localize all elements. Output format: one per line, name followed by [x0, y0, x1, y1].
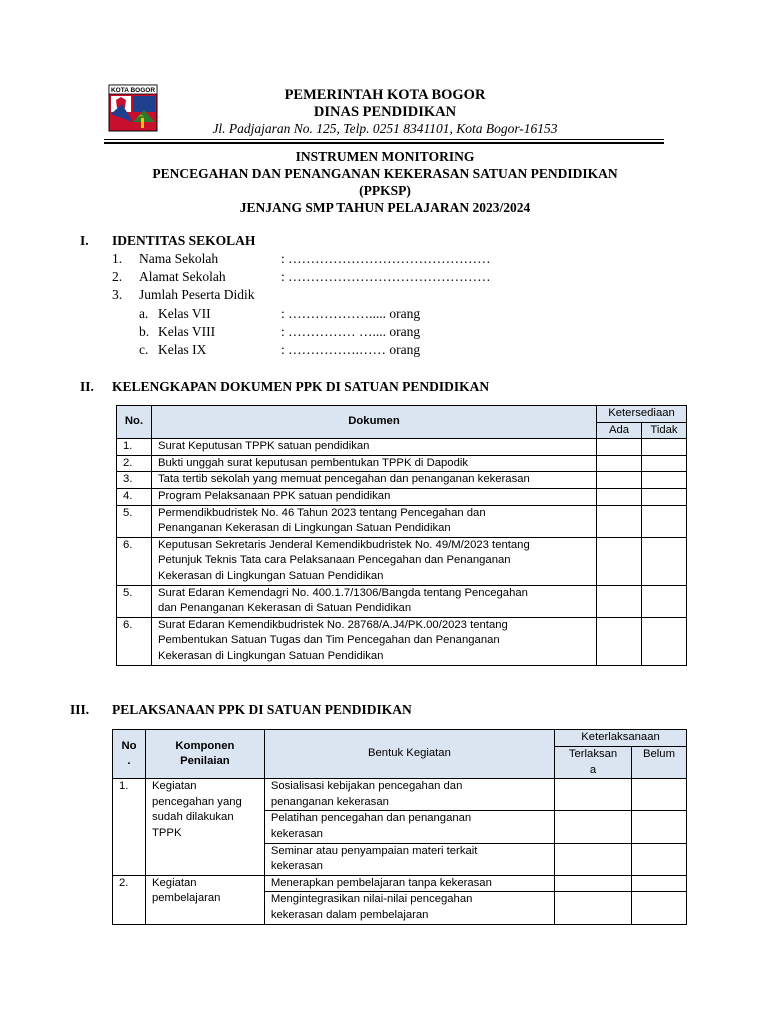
- row-number: 3.: [117, 472, 152, 489]
- document-checklist-table: [116, 405, 687, 666]
- table-row: [113, 875, 687, 892]
- komponen-line: Kegiatan: [151, 876, 197, 889]
- header-belum: Belum: [632, 747, 687, 779]
- class-label-viii: Kelas VIII: [158, 324, 216, 339]
- header-no: No.: [117, 406, 152, 439]
- identity-value-school-address[interactable]: : ………………………………………: [281, 269, 491, 284]
- letterhead-address: Jl. Padjajaran No. 125, Telp. 0251 8341101, Kota Bogor-16153: [212, 121, 558, 136]
- row-number: 1.: [113, 779, 146, 876]
- table-row: [117, 505, 687, 537]
- komponen-line: sudah dilakukan: [151, 811, 234, 824]
- header-keterlaksanaan: Keterlaksanaan: [555, 730, 687, 747]
- logo-text: KOTA BOGOR: [110, 87, 156, 94]
- komponen-cell: [145, 875, 264, 924]
- section2-title: KELENGKAPAN DOKUMEN PPK DI SATUAN PENDIDIKAN: [112, 379, 490, 394]
- row-number: 6.: [117, 617, 152, 665]
- belum-checkbox-cell[interactable]: [632, 892, 687, 924]
- row-number: 6.: [117, 537, 152, 585]
- document-line: Petunjuk Teknis Tata cara Pelaksanaan Pencegahan dan Penanganan: [157, 554, 511, 567]
- komponen-line: TPPK: [151, 826, 182, 839]
- document-line: Penanganan Kekerasan di Lingkungan Satuan Pendidikan: [157, 522, 451, 535]
- ada-checkbox-cell[interactable]: [597, 455, 642, 472]
- tidak-checkbox-cell[interactable]: [641, 472, 686, 489]
- row-number: 2.: [117, 455, 152, 472]
- document-cell: [151, 537, 596, 585]
- document-title-line2: PENCEGAHAN DAN PENANGANAN KEKERASAN SATUAN PENDIDIKAN: [152, 166, 618, 181]
- document-cell: [151, 505, 596, 537]
- class-item-letter: c.: [139, 342, 149, 357]
- activity-cell: [264, 843, 554, 875]
- document-line: Kekerasan di Lingkungan Satuan Pendidikan: [157, 649, 384, 662]
- terlaksana-checkbox-cell[interactable]: [555, 843, 632, 875]
- belum-checkbox-cell[interactable]: [632, 811, 687, 843]
- document-cell: [151, 585, 596, 617]
- ada-checkbox-cell[interactable]: [597, 472, 642, 489]
- document-title-line1: INSTRUMEN MONITORING: [295, 149, 475, 164]
- class-label-ix: Kelas IX: [158, 342, 207, 357]
- activity-line: kekerasan: [270, 827, 323, 840]
- komponen-cell: [145, 779, 264, 876]
- letterhead-rule-thick: [104, 142, 664, 144]
- table-row: [113, 779, 687, 811]
- tidak-checkbox-cell[interactable]: [641, 505, 686, 537]
- header-bentuk-kegiatan: Bentuk Kegiatan: [264, 730, 554, 779]
- belum-checkbox-cell[interactable]: [632, 875, 687, 892]
- document-cell: [151, 488, 596, 505]
- section3-title: PELAKSANAAN PPK DI SATUAN PENDIDIKAN: [112, 702, 412, 717]
- document-line: dan Penanganan Kekerasan di Satuan Pendidikan: [157, 602, 412, 615]
- document-cell: [151, 472, 596, 489]
- header-no-line: .: [127, 755, 131, 768]
- table-row: [117, 439, 687, 456]
- header-komponen: [145, 730, 264, 779]
- identity-label-student-count: Jumlah Peserta Didik: [139, 287, 255, 302]
- activity-line: penanganan kekerasan: [270, 795, 389, 808]
- document-cell: [151, 617, 596, 665]
- class-label-vii: Kelas VII: [158, 306, 211, 321]
- activity-cell: [264, 875, 554, 892]
- table-row: [117, 617, 687, 665]
- row-number: 5.: [117, 585, 152, 617]
- class-value-ix[interactable]: : …………….…… orang: [281, 342, 421, 357]
- tidak-checkbox-cell[interactable]: [641, 439, 686, 456]
- header-komponen-line: Komponen: [175, 739, 235, 752]
- document-line: Surat Keputusan TPPK satuan pendidikan: [157, 440, 370, 453]
- identity-item-number: 1.: [112, 251, 123, 266]
- identity-label-school-address: Alamat Sekolah: [139, 269, 226, 284]
- document-line: Keputusan Sekretaris Jenderal Kemendikbudristek No. 49/M/2023 tentang: [157, 538, 530, 551]
- kota-bogor-logo: [108, 84, 158, 132]
- ada-checkbox-cell[interactable]: [597, 439, 642, 456]
- header-ada: Ada: [597, 422, 642, 439]
- komponen-line: Kegiatan: [151, 780, 197, 793]
- document-title-line3: (PPKSP): [359, 183, 411, 198]
- tidak-checkbox-cell[interactable]: [641, 455, 686, 472]
- ada-checkbox-cell[interactable]: [597, 505, 642, 537]
- section3-number: III.: [70, 702, 90, 717]
- header-terlaksana: [555, 747, 632, 779]
- identity-value-school-name[interactable]: : ………………………………………: [281, 251, 491, 266]
- header-no: [113, 730, 146, 779]
- document-line: Program Pelaksanaan PPK satuan pendidikan: [157, 489, 391, 502]
- activity-cell: [264, 779, 554, 811]
- table-row: [117, 585, 687, 617]
- terlaksana-checkbox-cell[interactable]: [555, 875, 632, 892]
- activity-line: Mengintegrasikan nilai-nilai pencegahan: [270, 893, 473, 906]
- komponen-line: pencegahan yang: [151, 795, 242, 808]
- table-row: [117, 537, 687, 585]
- section1-number: I.: [80, 233, 89, 248]
- ada-checkbox-cell[interactable]: [597, 488, 642, 505]
- letterhead-department: DINAS PENDIDIKAN: [313, 104, 457, 120]
- document-line: Kekerasan di Lingkungan Satuan Pendidikan: [157, 569, 384, 582]
- section2-number: II.: [80, 379, 94, 394]
- header-dokumen: Dokumen: [151, 406, 596, 439]
- activity-line: Sosialisasi kebijakan pencegahan dan: [270, 780, 463, 793]
- class-value-viii[interactable]: : …………… ….... orang: [281, 324, 421, 339]
- table-row: [117, 455, 687, 472]
- class-item-letter: b.: [139, 324, 150, 339]
- terlaksana-checkbox-cell[interactable]: [555, 811, 632, 843]
- row-number: 4.: [117, 488, 152, 505]
- row-number: 1.: [117, 439, 152, 456]
- terlaksana-checkbox-cell[interactable]: [555, 779, 632, 811]
- header-no-line: No: [121, 739, 137, 752]
- ada-checkbox-cell[interactable]: [597, 537, 642, 585]
- document-line: Tata tertib sekolah yang memuat pencegahan dan penanganan kekerasan: [157, 473, 530, 486]
- letterhead-government: PEMERINTAH KOTA BOGOR: [284, 87, 486, 103]
- header-tidak: Tidak: [641, 422, 686, 439]
- activity-cell: [264, 811, 554, 843]
- row-number: 5.: [117, 505, 152, 537]
- identity-label-school-name: Nama Sekolah: [139, 251, 219, 266]
- tidak-checkbox-cell[interactable]: [641, 617, 686, 665]
- section1-title: IDENTITAS SEKOLAH: [112, 233, 256, 248]
- activity-line: kekerasan dalam pembelajaran: [270, 908, 429, 921]
- activity-line: Seminar atau penyampaian materi terkait: [270, 844, 478, 857]
- table-row: [117, 488, 687, 505]
- activity-cell: [264, 892, 554, 924]
- document-title-line4: JENJANG SMP TAHUN PELAJARAN 2023/2024: [239, 200, 531, 215]
- tidak-checkbox-cell[interactable]: [641, 488, 686, 505]
- identity-item-number: 2.: [112, 269, 123, 284]
- ada-checkbox-cell[interactable]: [597, 617, 642, 665]
- document-line: Surat Edaran Kemendikbudristek No. 28768/A.J4/PK.00/2023 tentang: [157, 618, 508, 631]
- document-line: Pembentukan Satuan Tugas dan Tim Pencegahan dan Penanganan: [157, 634, 500, 647]
- ada-checkbox-cell[interactable]: [597, 585, 642, 617]
- document-cell: [151, 439, 596, 456]
- letterhead-rule-thin: [104, 139, 664, 140]
- komponen-line: pembelajaran: [151, 892, 221, 905]
- activity-line: kekerasan: [270, 860, 323, 873]
- implementation-table: [112, 729, 687, 925]
- belum-checkbox-cell[interactable]: [632, 779, 687, 811]
- header-terlaksana-line: a: [589, 763, 597, 776]
- row-number: 2.: [113, 875, 146, 924]
- document-line: Permendikbudristek No. 46 Tahun 2023 tentang Pencegahan dan: [157, 506, 486, 519]
- belum-checkbox-cell[interactable]: [632, 843, 687, 875]
- table-row: [117, 472, 687, 489]
- header-ketersediaan: Ketersediaan: [597, 406, 687, 423]
- document-line: Bukti unggah surat keputusan pembentukan TPPK di Dapodik: [157, 456, 469, 469]
- document-cell: [151, 455, 596, 472]
- header-komponen-line: Penilaian: [180, 755, 230, 768]
- header-terlaksana-line: Terlaksan: [568, 748, 618, 760]
- identity-item-number: 3.: [112, 287, 123, 302]
- tidak-checkbox-cell[interactable]: [641, 537, 686, 585]
- document-line: Surat Edaran Kemendagri No. 400.1.7/1306/Bangda tentang Pencegahan: [157, 586, 528, 599]
- activity-line: Pelatihan pencegahan dan penanganan: [270, 812, 472, 825]
- class-item-letter: a.: [139, 306, 149, 321]
- class-value-vii[interactable]: : ………………..... orang: [281, 306, 421, 321]
- activity-line: Menerapkan pembelajaran tanpa kekerasan: [270, 876, 492, 889]
- terlaksana-checkbox-cell[interactable]: [555, 892, 632, 924]
- tidak-checkbox-cell[interactable]: [641, 585, 686, 617]
